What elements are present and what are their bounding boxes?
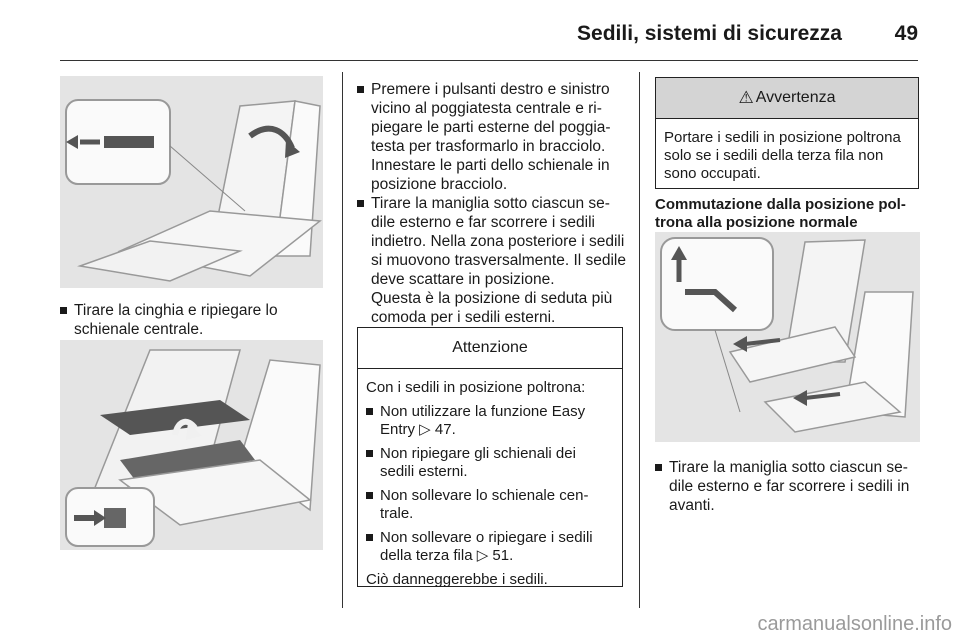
body-paragraph: Questa è la posizione di seduta più comoda per i sedili esterni. [371,290,613,326]
list-item: Non utilizzare la funzione Easy Entry ▷ 47. [366,403,614,439]
warning-title: Avvertenza [755,89,836,106]
attention-body [358,369,622,605]
seat-illustration-strap [60,76,323,288]
page-header [60,14,918,61]
attention-title: Attenzione [358,328,622,369]
attention-outro: Ciò danneggerebbe i sedili. [366,571,548,588]
attention-intro: Con i sedili in posizione poltrona: [366,379,586,396]
seat-illustration-backrest [60,340,323,550]
seat-illustration-normal [655,232,920,442]
page-number: 49 [894,22,918,45]
attention-list [366,403,614,565]
bullet-marker [357,86,364,93]
warning-box [655,77,919,189]
page-title: Sedili, sistemi di sicurezza [577,22,842,45]
list-item: Non sollevare lo schienale centrale. [366,487,614,523]
watermark: carmanualsonline.info [757,613,952,635]
list-item: Non sollevare o ripiegare i sedili della terza fila ▷ 51. [366,529,614,565]
bullet-marker [60,307,67,314]
warning-text: Portare i sedili in posizione poltrona solo se i sedili della terza fila non sono occupati. [664,129,901,182]
warning-header [656,78,918,119]
warning-triangle-icon: ⚠ [738,88,754,107]
list-item: Non ripiegare gli schienali dei sedili esterni. [366,445,614,481]
column-divider [342,72,343,608]
column-divider [639,72,640,608]
bullet-marker [357,200,364,207]
section-subheading: Commutazione dalla posizione poltrona alla posizione normale [655,196,906,231]
attention-box [357,327,623,587]
bullet-marker [655,464,662,471]
